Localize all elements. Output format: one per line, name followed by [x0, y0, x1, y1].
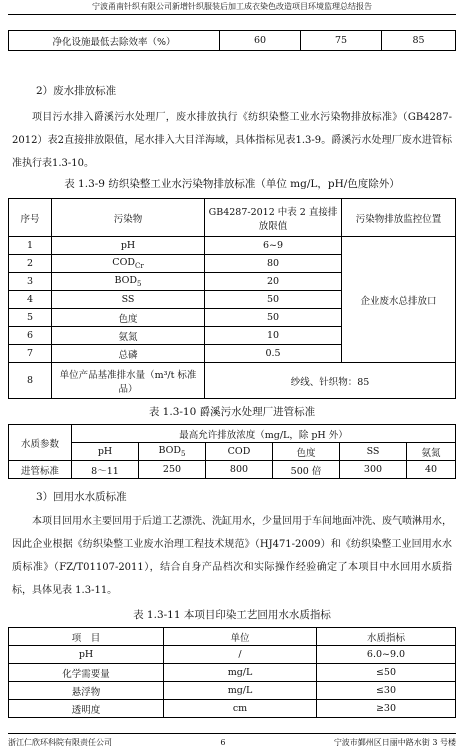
table-1-3-9-caption: 表 1.3-9 纺织染整工业水污染物排放标准（单位 mg/L，pH/色度除外）: [64, 178, 400, 190]
page-number: 6: [220, 738, 226, 747]
row-unit: /: [164, 646, 317, 664]
page-footer: [8, 733, 456, 754]
table-1-3-11: [8, 627, 456, 718]
std-value: 250: [139, 461, 206, 479]
row-limit: 80: [205, 255, 342, 273]
row-limit: 50: [205, 309, 342, 327]
efficiency-value: 60: [220, 31, 301, 51]
std-label: 进管标准: [9, 461, 72, 479]
row-unit: cm: [164, 700, 317, 718]
row-limit: 0.5: [205, 345, 342, 363]
reuse-paragraph: 本项目回用水主要回用于后道工艺漂洗、洗缸用水，少量回用于车间地面冲洗、废气喷淋用水，因此企业根据《纺织染整工业废水治理工程技术规范》（HJ471-2009）和《纺织染整工业回用水水质标准》（FZ/T01107-2011），结合自身产品档次和实际操作经验确定了本项目中水回用水质指标，具体见表 1.3-11。: [12, 516, 452, 596]
bod-sub: 5: [137, 279, 142, 288]
table-1-3-10: [8, 424, 456, 479]
bod-sub: 5: [181, 449, 186, 458]
row-pollutant: 氨氮: [52, 327, 205, 345]
row-pollutant: pH: [52, 237, 205, 255]
bod-main: BOD: [158, 445, 182, 457]
row-pollutant: SS: [52, 291, 205, 309]
row-limit: 50: [205, 291, 342, 309]
row-item: 化学需要量: [9, 664, 164, 682]
row-value: ≤50: [317, 664, 456, 682]
col-header-limit: GB4287-2012 中表 2 直接排放限值: [205, 199, 342, 237]
top-efficiency-table: [8, 30, 456, 51]
row-pollutant: 总磷: [52, 345, 205, 363]
reuse-heading: 3）回用水水质标准: [36, 491, 127, 503]
row-unit: mg/L: [164, 682, 317, 700]
row-pollutant: 单位产品基准排水量（m³/t 标准品）: [52, 363, 205, 399]
row-no: 4: [9, 291, 52, 309]
row-item: 透明度: [9, 700, 164, 718]
page-header: [8, 0, 456, 15]
std-value: 40: [407, 461, 456, 479]
efficiency-label: 净化设施最低去除效率（%）: [9, 31, 220, 51]
wastewater-heading: 2）废水排放标准: [36, 85, 117, 97]
col-header-value: 水质指标: [317, 628, 456, 646]
efficiency-value: 85: [382, 31, 456, 51]
row-limit: 纱线、针织物：85: [205, 363, 456, 399]
table-1-3-9: [8, 198, 456, 399]
row-item: 悬浮物: [9, 682, 164, 700]
param-header: 氨氮: [407, 443, 456, 461]
param-header: pH: [72, 443, 139, 461]
param-header: 色度: [273, 443, 340, 461]
row-header-param: 水质参数: [9, 425, 72, 461]
footer-address: 宁波市鄞州区日丽中路水街 3 号楼: [333, 738, 456, 747]
col-header-item: 项 目: [9, 628, 164, 646]
param-header: [139, 443, 206, 461]
row-unit: mg/L: [164, 664, 317, 682]
cod-sub: Cr: [134, 261, 144, 270]
header-title: 宁波甬南针织有限公司新增针织服装后加工成衣染色改造项目环境监理总结报告: [92, 2, 372, 11]
row-no: 7: [9, 345, 52, 363]
param-header: SS: [340, 443, 407, 461]
row-limit: 6~9: [205, 237, 342, 255]
bod-main: BOD: [114, 275, 138, 287]
row-no: 8: [9, 363, 52, 399]
monitor-location: 企业废水总排放口: [342, 237, 456, 363]
row-no: 3: [9, 273, 52, 291]
group-header: 最高允许排放浓度（mg/L，除 pH 外）: [72, 425, 456, 443]
wastewater-paragraph: 项目污水排入爵溪污水处理厂，废水排放执行《纺织染整工业水污染物排放标准》（GB4287-2012）表2直接排放限值，尾水排入大目洋海域，具体指标见表1.3-9。爵溪污水处理厂废水进管标准执行表1.3-10。: [12, 112, 452, 169]
row-value: 6.0~9.0: [317, 646, 456, 664]
row-limit: 20: [205, 273, 342, 291]
row-value: ≥30: [317, 700, 456, 718]
row-pollutant: [52, 255, 205, 273]
row-item: pH: [9, 646, 164, 664]
col-header-pollutant: 污染物: [52, 199, 205, 237]
std-value: 300: [340, 461, 407, 479]
param-header: COD: [206, 443, 273, 461]
table-1-3-10-caption: 表 1.3-10 爵溪污水处理厂进管标准: [148, 406, 316, 418]
col-header-monitor: 污染物排放监控位置: [342, 199, 456, 237]
row-no: 5: [9, 309, 52, 327]
row-limit: 10: [205, 327, 342, 345]
std-value: 8～11: [72, 461, 139, 479]
row-no: 2: [9, 255, 52, 273]
row-pollutant: 色度: [52, 309, 205, 327]
row-value: ≤30: [317, 682, 456, 700]
std-value: 800: [206, 461, 273, 479]
col-header-unit: 单位: [164, 628, 317, 646]
footer-company: 浙江仁欣环科院有限责任公司: [8, 738, 112, 747]
std-value: 500 倍: [273, 461, 340, 479]
col-header-no: 序号: [9, 199, 52, 237]
row-no: 1: [9, 237, 52, 255]
efficiency-value: 75: [301, 31, 382, 51]
cod-main: COD: [112, 257, 135, 269]
row-no: 6: [9, 327, 52, 345]
row-pollutant: [52, 273, 205, 291]
table-1-3-11-caption: 表 1.3-11 本项目印染工艺回用水水质指标: [133, 609, 331, 621]
